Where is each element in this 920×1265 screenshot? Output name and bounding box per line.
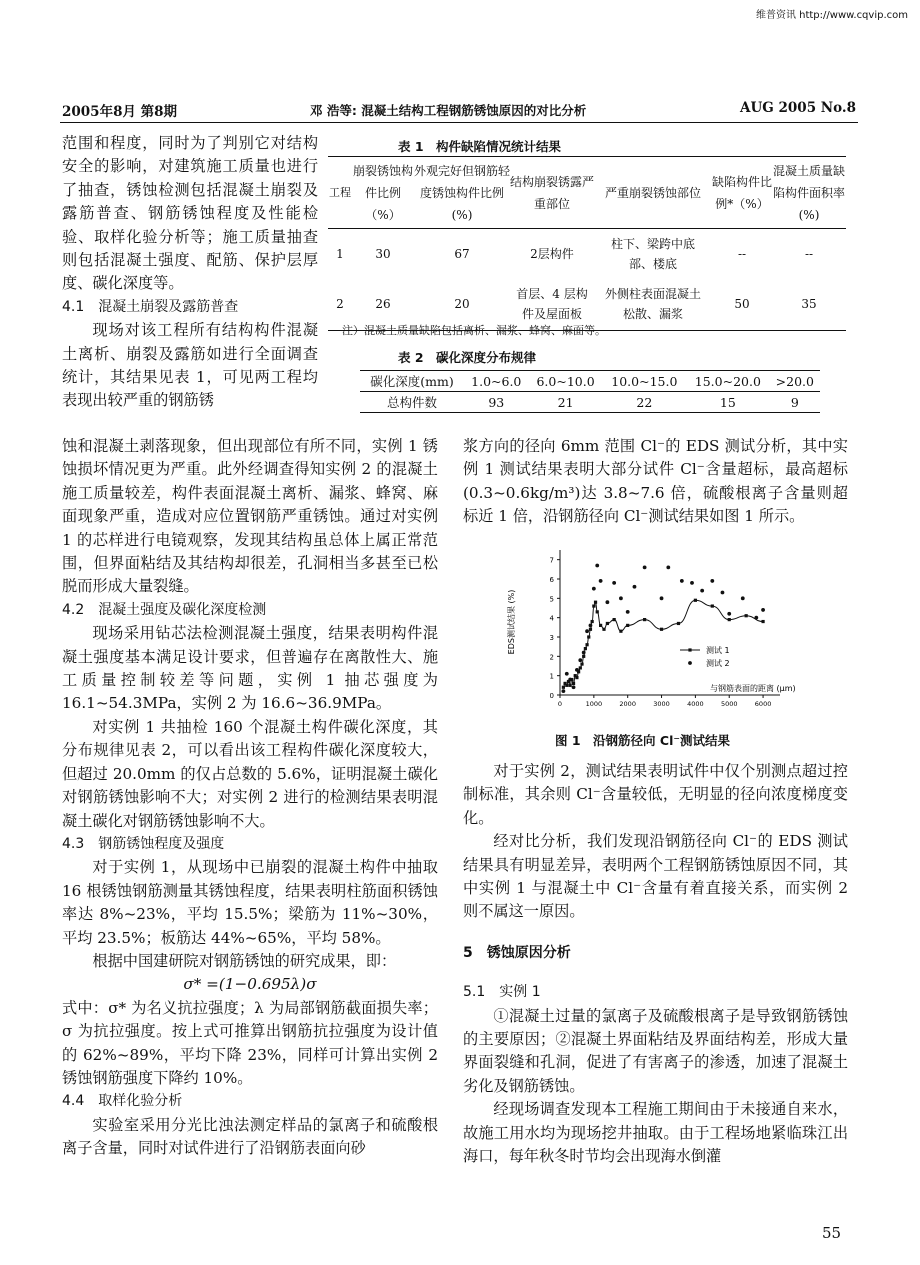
header-issue-left: 2005年8月 第8期 [62,104,178,120]
series-2-point [727,612,731,616]
series-2-point [660,596,664,600]
header-title: 邓 浩等: 混凝土结构工程钢筋锈蚀原因的对比分析 [310,103,587,118]
series-2-point [710,579,714,583]
page-number: 55 [822,1224,842,1242]
series-1-point [580,662,583,665]
header-rule [60,122,858,123]
section-heading-5: 5 锈蚀原因分析 [463,944,571,961]
series-2-point [666,566,670,570]
paragraph: 对实例 1 共抽检 160 个混凝土构件碳化深度，其分布规律见表 2，可以看出该工程构件碳化深度较大，但超过 20.0mm 的仅占总数的 5.6%，证明混凝土碳化对钢筋锈蚀影响不大；对实例 2 进行的检测结果表明混凝土碳化对钢筋锈蚀影响不大。 [62,717,438,830]
table1 [328,156,846,331]
series-1-point [643,618,646,621]
series-2-point [605,600,609,604]
series-1-point [587,635,590,638]
series-2-point [595,564,599,568]
paragraph: 现场对该工程所有结构构件混凝土离析、崩裂及露筋如进行全面调查统计，其结果见表 1，可见两工程均表现出较严重的钢筋锈 [62,321,318,410]
table-cell: 1 [336,246,344,261]
paragraph: 对于实例 1，从现场中已崩裂的混凝土构件中抽取 16 根锈蚀钢筋测量其锈蚀程度，结果表明柱筋面积锈蚀率达 8%~23%，平均 15.5%；梁筋为 11%~30%，平均 23.5%；板筋达 44%~65%，平均 58%。 [62,858,438,947]
series-1-point [626,624,629,627]
section-heading-4-1: 4.1 混凝土崩裂及露筋普查 [62,298,239,315]
x-tick-label: 0 [557,700,563,708]
series-1-point [592,604,595,607]
series-1-point [745,614,748,617]
series-1-point [606,622,609,625]
table-cell: 2 [336,297,344,312]
legend-series-2-label: 测试 2 [706,659,730,668]
table-cell: 10.0~15.0 [611,373,678,389]
table1-note: 注）混凝土质量缺陷包括离析、漏浆、蜂窝、麻面等。 [342,324,606,337]
series-1-point [761,620,764,623]
paragraph: 对于实例 2，测试结果表明试件中仅个别测点超过控制标准，其余则 Cl⁻含量较低，无明显的径向浓度梯度变化。 [463,762,848,827]
series-1-point [613,618,616,621]
series-2-point [690,581,694,585]
series-1-point [711,604,714,607]
table-cell: -- [737,246,747,261]
figure-1-caption: 图 1 沿钢筋径向 Cl⁻测试结果 [555,733,730,748]
table-cell: 外侧柱表面混凝土松散、漏浆 [604,287,701,322]
series-1-point [582,655,585,658]
table-cell: 50 [734,297,750,312]
table-header-cell: 崩裂锈蚀构件比例（%） [352,163,413,222]
header-issue-right: AUG 2005 No.8 [740,100,856,116]
figure-1-chart [500,540,800,730]
series-1-point [575,676,578,679]
paragraph: ①混凝土过量的氯离子及硫酸根离子是导致钢筋锈蚀的主要原因；②混凝土界面粘结及界面结构差，形成大量界面裂缝和孔洞，促进了有害离子的渗透，加速了混凝土劣化及钢筋锈蚀。 [463,1006,848,1095]
series-2-point [626,610,630,614]
series-2-point [741,596,745,600]
paragraph: 根据中国建研院对钢筋锈蚀的研究成果，即： [92,951,397,970]
table-cell: 21 [557,394,574,410]
series-2-point [568,678,572,682]
table-cell: 1.0~6.0 [471,373,522,389]
series-1-point [596,610,599,613]
series-1-point [594,601,597,604]
section-heading-4-2: 4.2 混凝土强度及碳化深度检测 [62,601,267,618]
y-tick-label: 0 [549,692,554,700]
series-1-point [599,624,602,627]
table-cell: -- [804,246,814,261]
series-2-point [561,689,565,693]
table-row-header: 碳化深度(mm) [370,374,454,389]
table-cell: 15.0~20.0 [694,373,761,389]
table-cell: 15 [719,394,736,410]
series-2-point [575,668,579,672]
table-header-cell: 混凝土质量缺陷构件面积率(%) [772,163,845,222]
series-2-point [619,596,623,600]
paragraph: 浆方向的径向 6mm 范围 Cl⁻的 EDS 测试分析，其中实例 1 测试结果表明大部分试件 Cl⁻含量超标，最高超标(0.3~0.6kg/m³)达 3.8~7.6 倍，硫酸根离子含量则超标近 1 倍，沿钢筋径向 Cl⁻测试结果如图 1 所示。 [463,437,848,526]
series-2-point [721,591,725,595]
legend-series-2-marker [688,661,692,665]
table-header-cell: 缺陷构件比例*（%） [712,174,773,211]
series-1-line [563,600,763,687]
series-2-point [592,587,596,591]
series-2-point [700,589,704,593]
table-header-cell: 严重崩裂锈蚀部位 [604,185,701,200]
table-cell: 93 [488,394,505,410]
series-2-point [589,624,593,628]
table-row [360,392,820,413]
series-2-point [578,658,582,662]
paragraph: 式中：σ* 为名义抗拉强度；λ 为局部钢筋截面损失率；σ 为抗拉强度。按上式可推算出钢筋抗拉强度为设计值的 62%~89%，平均下降 23%，同样可计算出实例 2 锈蚀钢筋强度下降约 10%。 [62,998,438,1087]
left-column-top [62,132,318,413]
paragraph: 实验室采用分光比浊法测定样品的氯离子和硫酸根离子含量，同时对试件进行了沿钢筋表面向砂 [62,1115,438,1158]
paragraph: 范围和程度，同时为了判别它对结构安全的影响，对建筑施工质量也进行了抽查，锈蚀检测包括混凝土崩裂及露筋普查、钢筋锈蚀程度及性能检验、取样化验分析等；施工质量抽查则包括混凝土强度、配筋、保护层厚度、碳化深度等。 [62,134,318,293]
series-1-point [562,686,565,689]
formula: σ* =(1−0.695λ)σ [183,975,317,994]
paragraph: 蚀和混凝土剥落现象，但出现部位有所不同，实例 1 锈蚀损坏情况更为严重。此外经调查得知实例 2 的混凝土施工质量较差，构件表面混凝土离析、漏浆、蜂窝、麻面现象严重，造成对应位置钢筋严重锈蚀。通过对实例 1 的芯样进行电镜观察，发现其结构虽总体上属正常范围，但界面粘结及其结构却很差，孔洞相当多甚至已松脱而形成大量裂缝。 [62,437,438,596]
series-1-point [569,684,572,687]
table-header-cell: 外观完好但钢筋轻度锈蚀构件比例(%) [414,163,511,222]
table-header-cell: 结构崩裂锈露严重部位 [510,174,595,211]
series-2-point [612,581,616,585]
x-tick-label: 4000 [687,700,704,708]
series-1-point [579,666,582,669]
table-cell: 柱下、梁跨中底部、楼底 [610,236,695,271]
series-1-point [584,647,587,650]
series-2-point [565,672,569,676]
left-column-main [62,435,438,1161]
series-1-point [565,684,568,687]
series-1-point [585,643,588,646]
table-cell: 35 [801,297,817,312]
series-2-point [754,616,758,620]
y-tick-label: 4 [549,614,554,623]
y-tick-label: 5 [549,595,554,604]
series-1-point [619,630,622,633]
series-2-point [680,579,684,583]
table-row-header: 总构件数 [386,395,437,410]
y-axis-label: EDS测试结果 (%) [507,589,516,655]
y-tick-label: 6 [549,576,554,584]
table-cell: >20.0 [775,373,814,389]
section-heading-4-4: 4.4 取样化验分析 [62,1093,183,1110]
table-cell: 首层、4 层构件及屋面板 [516,287,588,322]
x-axis-label: 与钢筋表面的距离 (μm) [710,684,796,693]
series-2-point [633,585,637,589]
y-tick-label: 1 [549,672,554,681]
series-2-point [572,685,576,689]
y-tick-label: 7 [549,556,554,565]
table2 [360,370,820,413]
table-row [360,371,820,392]
table-header-cell: 工程 [329,185,351,199]
table-cell: 22 [636,394,653,410]
section-heading-5-1: 5.1 实例 1 [463,984,541,1001]
x-tick-label: 1000 [585,700,603,708]
watermark-site: 维普资讯 http://www.cqvip.com [755,10,908,21]
x-tick-label: 2000 [619,700,636,708]
series-1-point [728,618,731,621]
right-column-main [463,760,848,1169]
table-header-row [328,157,846,229]
legend-series-1-marker [688,648,691,651]
series-1-point [589,628,592,631]
paragraph: 经现场调查发现本工程施工期间由于未接通自来水，故施工用水均为现场挖井抽取。由于工程场地紧临珠江出海口，每年秋冬时节均会出现海水倒灌 [463,1100,848,1166]
y-tick-label: 2 [549,653,554,662]
paragraph: 现场采用钻芯法检测混凝土强度，结果表明构件混凝土强度基本满足设计要求，但普遍存在离散性大、施工质量控制较差等问题，实例 1 抽芯强度为 16.1~54.3MPa，实例 2 为 16.6~36.9MPa。 [62,624,438,713]
series-2-point [585,629,589,633]
series-1-point [572,682,575,685]
paragraph: 经对比分析，我们发现沿钢筋径向 Cl⁻的 EDS 测试结果具有明显差异，表明两个工程钢筋锈蚀原因不同，其中实例 1 与混凝土中 Cl⁻含量有着直接关系，而实例 2 则不属这一原因。 [463,832,848,921]
table-cell: 9 [790,394,799,410]
series-2-point [599,579,603,583]
series-2-point [761,608,765,612]
right-column-top [463,435,848,529]
table-cell: 2层构件 [530,247,574,262]
series-1-point [660,628,663,631]
legend-series-1-label: 测试 1 [706,646,730,655]
section-heading-4-3: 4.3 钢筋锈蚀程度及强度 [62,835,225,852]
series-1-point [694,599,697,602]
series-1-point [602,628,605,631]
table-cell: 30 [375,246,391,261]
table-cell: 26 [375,297,391,312]
table2-caption: 表 2 碳化深度分布规律 [398,350,537,365]
y-tick-label: 3 [549,634,554,642]
x-tick-label: 5000 [720,700,738,708]
table1-caption: 表 1 构件缺陷情况统计结果 [398,139,562,154]
table-cell: 67 [454,246,470,261]
table-row [328,229,846,279]
series-1-point [677,622,680,625]
x-tick-label: 6000 [754,700,772,708]
table-cell: 6.0~10.0 [536,373,595,389]
table-cell: 20 [454,297,470,312]
series-2-point [582,651,586,655]
series-2-point [643,566,647,570]
series-1-point [591,620,594,623]
x-tick-label: 3000 [653,700,670,708]
